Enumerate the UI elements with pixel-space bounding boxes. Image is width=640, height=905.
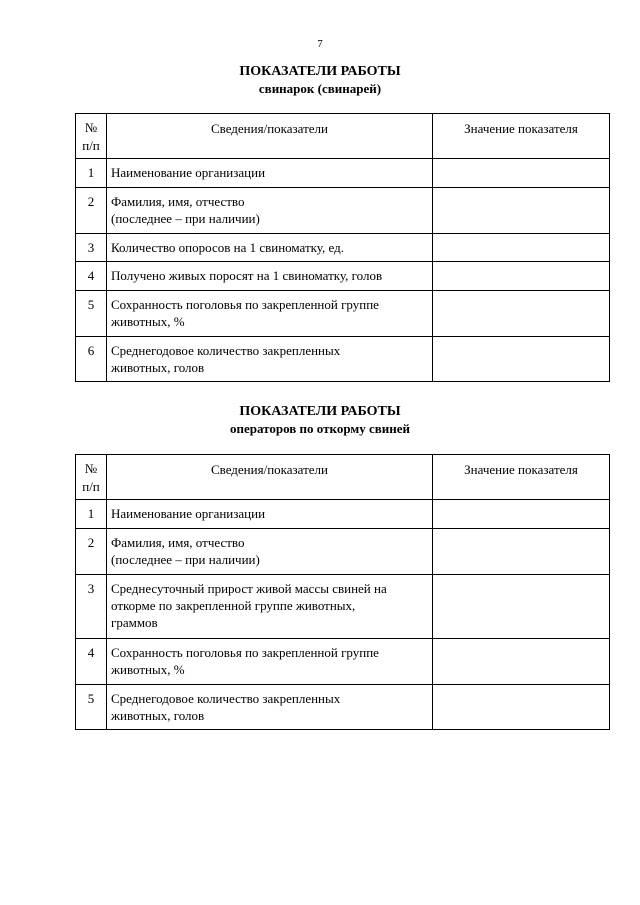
row-description: [107, 337, 433, 382]
row-desc-line: Сохранность поголовья по закрепленной группе: [111, 645, 379, 660]
table-row: [76, 262, 610, 291]
table-fattening-operators: [75, 454, 610, 730]
row-desc-line: животных, %: [111, 662, 185, 677]
table-row: [76, 575, 610, 639]
value-cell[interactable]: [433, 337, 610, 382]
section-2-title: ПОКАЗАТЕЛИ РАБОТЫ: [239, 404, 401, 419]
header-desc: Сведения/показатели: [107, 455, 433, 500]
row-number: 3: [76, 575, 107, 639]
row-desc-line: откорме по закрепленной группе животных,: [111, 598, 356, 613]
row-desc-line: Получено живых поросят на 1 свиноматку, голов: [111, 268, 383, 283]
header-num: [76, 455, 107, 500]
row-desc-line: Среднегодовое количество закрепленных: [111, 343, 341, 358]
section-1-heading: [0, 63, 640, 97]
row-description: [107, 500, 433, 529]
row-desc-line: Фамилия, имя, отчество: [111, 194, 245, 209]
row-desc-line: животных, голов: [111, 360, 205, 375]
header-value: Значение показателя: [433, 455, 610, 500]
row-desc-line: Наименование организации: [111, 165, 266, 180]
row-description: [107, 685, 433, 730]
table-row: [76, 500, 610, 529]
table-row: [76, 337, 610, 382]
table-swine-workers: [75, 113, 610, 382]
row-number: 3: [76, 234, 107, 262]
section-2-subtitle: операторов по откорму свиней: [230, 421, 410, 436]
header-num-line2: п/п: [82, 138, 100, 153]
row-number: 6: [76, 337, 107, 382]
header-value: Значение показателя: [433, 114, 610, 159]
table-row: [76, 685, 610, 730]
row-description: [107, 529, 433, 575]
value-cell[interactable]: [433, 500, 610, 529]
row-number: 1: [76, 500, 107, 529]
table-row: [76, 159, 610, 188]
value-cell[interactable]: [433, 529, 610, 575]
row-desc-line: Среднесуточный прирост живой массы свиней на: [111, 581, 387, 596]
section-1-title: ПОКАЗАТЕЛИ РАБОТЫ: [239, 64, 401, 79]
row-description: [107, 575, 433, 639]
header-num: [76, 114, 107, 159]
row-desc-line: Количество опоросов на 1 свиноматку, ед.: [111, 240, 344, 255]
row-description: [107, 159, 433, 188]
value-cell[interactable]: [433, 685, 610, 730]
table-row: [76, 234, 610, 262]
value-cell[interactable]: [433, 234, 610, 262]
row-number: 4: [76, 639, 107, 685]
table-header-row: [76, 455, 610, 500]
header-num-line2: п/п: [82, 479, 100, 494]
row-description: [107, 639, 433, 685]
header-num-line1: №: [84, 120, 98, 135]
table-row: [76, 188, 610, 234]
table-row: [76, 291, 610, 337]
header-num-line1: №: [84, 461, 98, 476]
page-number: 7: [317, 38, 323, 50]
table-row: [76, 639, 610, 685]
value-cell[interactable]: [433, 262, 610, 291]
row-desc-line: животных, %: [111, 314, 185, 329]
table-row: [76, 529, 610, 575]
row-desc-line: Среднегодовое количество закрепленных: [111, 691, 341, 706]
row-desc-line: Фамилия, имя, отчество: [111, 535, 245, 550]
value-cell[interactable]: [433, 291, 610, 337]
row-number: 4: [76, 262, 107, 291]
row-desc-line: Наименование организации: [111, 506, 266, 521]
row-desc-line: (последнее – при наличии): [111, 211, 260, 226]
row-number: 5: [76, 685, 107, 730]
row-number: 5: [76, 291, 107, 337]
row-number: 1: [76, 159, 107, 188]
row-desc-line: (последнее – при наличии): [111, 552, 260, 567]
row-desc-line: животных, голов: [111, 708, 205, 723]
row-number: 2: [76, 188, 107, 234]
section-1-subtitle: свинарок (свинарей): [258, 81, 382, 96]
value-cell[interactable]: [433, 159, 610, 188]
row-desc-line: граммов: [111, 615, 158, 630]
row-description: [107, 234, 433, 262]
section-2-heading: [0, 403, 640, 437]
row-description: [107, 291, 433, 337]
row-description: [107, 188, 433, 234]
row-desc-line: Сохранность поголовья по закрепленной группе: [111, 297, 379, 312]
row-description: [107, 262, 433, 291]
row-number: 2: [76, 529, 107, 575]
table-header-row: [76, 114, 610, 159]
value-cell[interactable]: [433, 188, 610, 234]
value-cell[interactable]: [433, 575, 610, 639]
header-desc: Сведения/показатели: [107, 114, 433, 159]
value-cell[interactable]: [433, 639, 610, 685]
